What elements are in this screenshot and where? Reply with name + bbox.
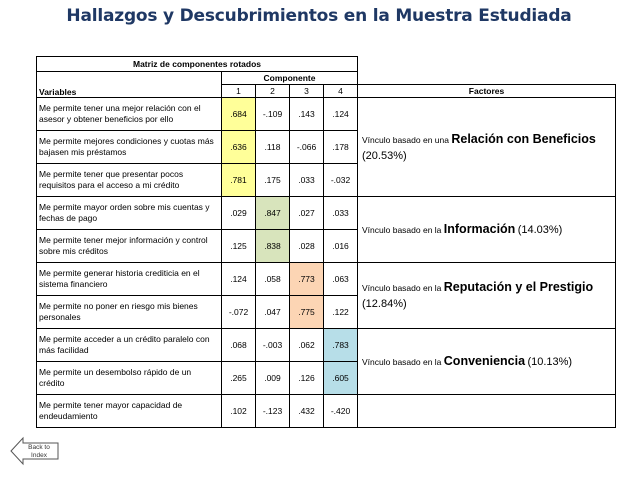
table-row	[37, 98, 616, 131]
loading-value: .033	[324, 197, 358, 230]
back-to-index-button[interactable]	[10, 436, 60, 466]
factor-prefix: Vínculo basado en la	[362, 225, 444, 235]
loading-value: .047	[256, 296, 290, 329]
variables-header: Variables	[37, 72, 222, 98]
factor-prefix: Vínculo basado en la	[362, 283, 444, 293]
component-number: 4	[324, 85, 358, 98]
factor-description	[358, 98, 616, 197]
loading-value: .118	[256, 131, 290, 164]
rotated-component-matrix	[36, 56, 616, 428]
variable-label: Me permite un desembolso rápido de un crédito	[37, 362, 222, 395]
loading-value: .605	[324, 362, 358, 395]
component-header: Componente	[222, 72, 358, 85]
variable-label: Me permite tener que presentar pocos requisitos para el acceso a mi crédito	[37, 164, 222, 197]
loading-value: .009	[256, 362, 290, 395]
loading-value: -.003	[256, 329, 290, 362]
loading-value: .027	[290, 197, 324, 230]
variable-label: Me permite generar historia crediticia en el sistema financiero	[37, 263, 222, 296]
loading-value: .016	[324, 230, 358, 263]
loading-value: .432	[290, 395, 324, 428]
factor-percentage: (12.84%)	[362, 298, 407, 310]
factor-percentage: (10.13%)	[527, 356, 573, 368]
component-number: 2	[256, 85, 290, 98]
loading-value: .124	[222, 263, 256, 296]
factor-prefix: Vínculo basado en la	[362, 357, 444, 367]
loading-value: .178	[324, 131, 358, 164]
factor-description	[358, 329, 616, 395]
loading-value: .058	[256, 263, 290, 296]
loading-value: .265	[222, 362, 256, 395]
variable-label: Me permite acceder a un crédito paralelo con más facilidad	[37, 329, 222, 362]
back-to-index-label: Back to Index	[28, 444, 50, 459]
loading-value: .028	[290, 230, 324, 263]
loading-value: -.123	[256, 395, 290, 428]
loading-value: .838	[256, 230, 290, 263]
loading-value: .029	[222, 197, 256, 230]
table-row	[37, 329, 616, 362]
matrix-title: Matriz de componentes rotados	[37, 57, 358, 72]
loading-value: .122	[324, 296, 358, 329]
loading-value: .773	[290, 263, 324, 296]
loading-value: .143	[290, 98, 324, 131]
loading-value: .847	[256, 197, 290, 230]
component-number: 1	[222, 85, 256, 98]
loading-value: -.072	[222, 296, 256, 329]
loading-value: .068	[222, 329, 256, 362]
factor-prefix: Vínculo basado en una	[362, 134, 452, 145]
factor-percentage: (14.03%)	[517, 224, 563, 236]
factor-description	[358, 263, 616, 329]
table-row	[37, 263, 616, 296]
loading-value: .175	[256, 164, 290, 197]
factor-name: Conveniencia	[443, 354, 526, 368]
factor-percentage: (20.53%)	[362, 149, 407, 162]
loading-value: -.032	[324, 164, 358, 197]
loading-value: .783	[324, 329, 358, 362]
table-row	[37, 395, 616, 428]
loading-value: .033	[290, 164, 324, 197]
variable-label: Me permite no poner en riesgo mis bienes personales	[37, 296, 222, 329]
loading-value: .062	[290, 329, 324, 362]
loading-value: .775	[290, 296, 324, 329]
loading-value: .126	[290, 362, 324, 395]
loading-value: .063	[324, 263, 358, 296]
factor-name: Reputación y el Prestigio	[443, 280, 594, 294]
table-row	[37, 197, 616, 230]
factor-name: Información	[443, 222, 516, 236]
loading-value: .124	[324, 98, 358, 131]
loading-value: .781	[222, 164, 256, 197]
loading-value: .125	[222, 230, 256, 263]
loading-value: -.420	[324, 395, 358, 428]
page-title: Hallazgos y Descubrimientos en la Muestra Estudiada	[66, 6, 572, 26]
factores-header: Factores	[358, 85, 616, 98]
variable-label: Me permite mejores condiciones y cuotas más bajasen mis préstamos	[37, 131, 222, 164]
loading-value: -.109	[256, 98, 290, 131]
loading-value: .684	[222, 98, 256, 131]
empty-factor-cell	[358, 395, 616, 428]
loading-value: .102	[222, 395, 256, 428]
variable-label: Me permite tener mejor información y control sobre mis créditos	[37, 230, 222, 263]
variable-label: Me permite mayor orden sobre mis cuentas y fechas de pago	[37, 197, 222, 230]
variable-label: Me permite tener una mejor relación con el asesor y obtener beneficios por ello	[37, 98, 222, 131]
factor-name: Relación con Beneficios	[451, 131, 596, 146]
component-number: 3	[290, 85, 324, 98]
factor-description	[358, 197, 616, 263]
variable-label: Me permite tener mayor capacidad de endeudamiento	[37, 395, 222, 428]
loading-value: -.066	[290, 131, 324, 164]
loading-value: .636	[222, 131, 256, 164]
